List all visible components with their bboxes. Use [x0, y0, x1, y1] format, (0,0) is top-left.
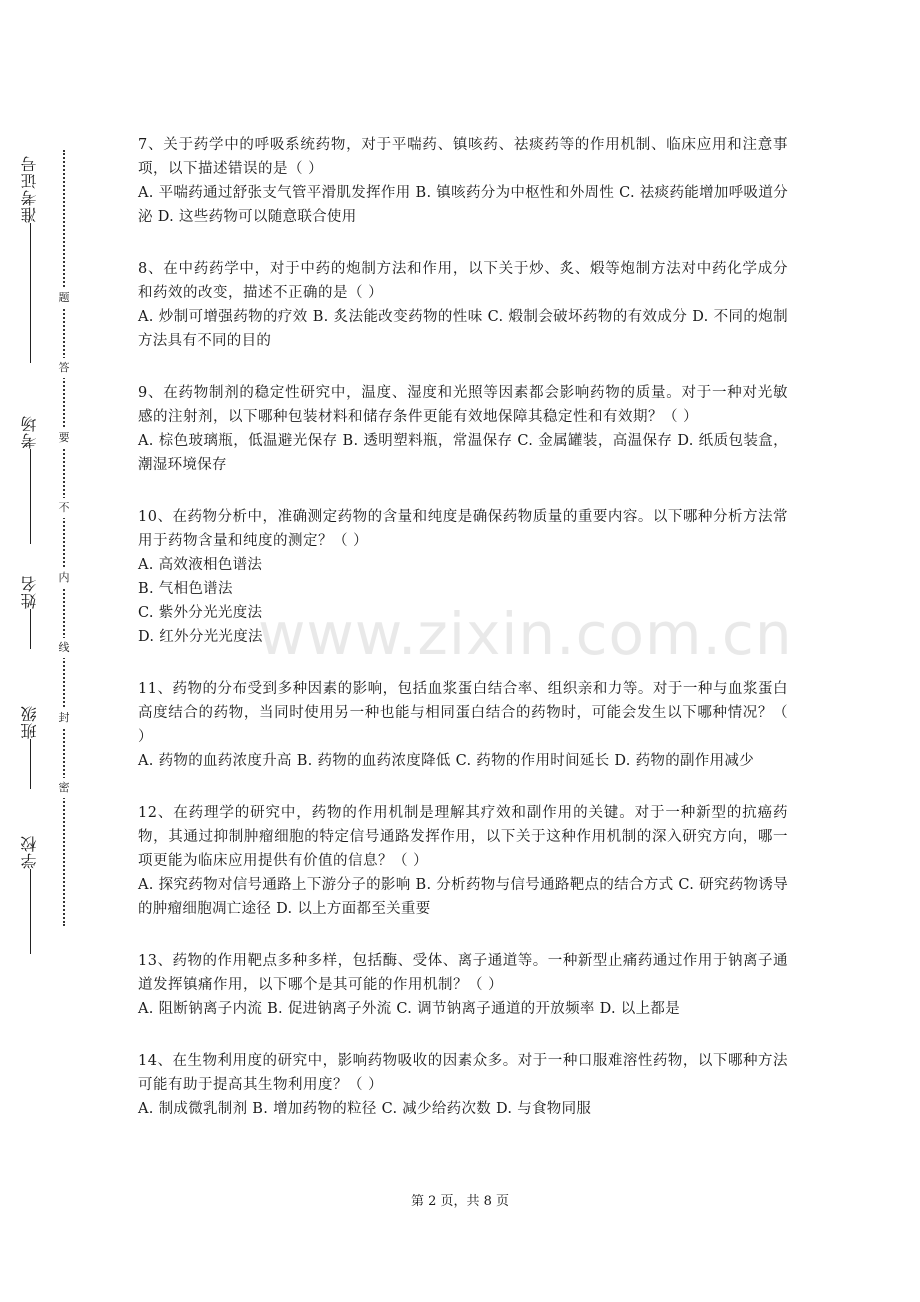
question-stem: 13、药物的作用靶点多种多样，包括酶、受体、离子通道等。一种新型止痛药通过作用于钠离子通道发挥镇痛作用，以下哪个是其可能的作用机制？（ ）	[138, 953, 788, 993]
candidate-number-field	[20, 155, 40, 365]
name-label: 姓名	[20, 575, 39, 609]
class-field	[20, 705, 40, 791]
question-options: A. 平喘药通过舒张支气管平滑肌发挥作用 B. 镇咳药分为中枢性和外周性 C. 祛痰药能增加呼吸道分泌 D. 这些药物可以随意联合使用	[138, 185, 788, 225]
question-options: A. 制成微乳制剂 B. 增加药物的粒径 C. 减少给药次数 D. 与食物同服	[138, 1101, 592, 1117]
candidate-number-blank[interactable]	[29, 223, 31, 363]
question-14	[138, 1049, 788, 1121]
question-options: A. 炒制可增强药物的疗效 B. 炙法能改变药物的性味 C. 煅制会破坏药物的有效成分 D. 不同的炮制方法具有不同的目的	[138, 309, 788, 349]
question-11	[138, 677, 788, 773]
exam-room-field	[20, 415, 40, 546]
question-10	[138, 505, 788, 649]
question-options: A. 阻断钠离子内流 B. 促进钠离子外流 C. 调节钠离子通道的开放频率 D. 以上都是	[138, 1001, 681, 1017]
exam-room-label: 考场	[20, 415, 39, 449]
question-stem: 9、在药物制剂的稳定性研究中，温度、湿度和光照等因素都会影响药物的质量。对于一种对光敏感的注射剂，以下哪种包装材料和储存条件更能有效地保障其稳定性和有效期？（ ）	[138, 385, 788, 425]
watermark: www.zixin.com.cn	[258, 600, 793, 668]
option-b: B. 气相色谱法	[138, 581, 233, 597]
question-stem: 14、在生物利用度的研究中，影响药物吸收的因素众多。对于一种口服难溶性药物，以下哪种方法可能有助于提高其生物利用度？（ ）	[138, 1053, 788, 1093]
school-label: 学校	[20, 835, 39, 869]
option-a: A. 高效液相色谱法	[138, 557, 263, 573]
seal-char: 线	[58, 638, 70, 658]
candidate-number-label: 准考证号	[20, 155, 39, 223]
seal-char: 要	[58, 428, 70, 448]
question-8	[138, 257, 788, 353]
seal-char: 不	[58, 498, 70, 518]
question-options: A. 探究药物对信号通路上下游分子的影响 B. 分析药物与信号通路靶点的结合方式 C. 研究药物诱导的肿瘤细胞凋亡途径 D. 以上方面都至关重要	[138, 877, 788, 917]
question-9	[138, 381, 788, 477]
school-field	[20, 835, 40, 956]
class-blank[interactable]	[29, 739, 31, 789]
question-stem: 10、在药物分析中，准确测定药物的含量和纯度是确保药物质量的重要内容。以下哪种分析方法常用于药物含量和纯度的测定？（ ）	[138, 509, 788, 549]
question-options: A. 药物的血药浓度升高 B. 药物的血药浓度降低 C. 药物的作用时间延长 D. 药物的副作用减少	[138, 753, 755, 769]
question-13	[138, 949, 788, 1021]
question-stem: 8、在中药药学中，对于中药的炮制方法和作用，以下关于炒、炙、煅等炮制方法对中药化学成分和药效的改变，描述不正确的是（ ）	[138, 261, 788, 301]
option-c: C. 紫外分光光度法	[138, 605, 263, 621]
exam-room-blank[interactable]	[29, 449, 31, 544]
question-options: A. 棕色玻璃瓶，低温避光保存 B. 透明塑料瓶，常温保存 C. 金属罐装，高温保存 D. 纸质包装盒，潮湿环境保存	[138, 433, 788, 473]
name-blank[interactable]	[29, 609, 31, 649]
seal-char: 封	[58, 708, 70, 728]
question-stem: 11、药物的分布受到多种因素的影响，包括血浆蛋白结合率、组织亲和力等。对于一种与血浆蛋白高度结合的药物，当同时使用另一种也能与相同蛋白结合的药物时，可能会发生以下哪种情况？（ ）	[138, 681, 788, 745]
question-stem: 7、关于药学中的呼吸系统药物，对于平喘药、镇咳药、祛痰药等的作用机制、临床应用和注意事项，以下描述错误的是（ ）	[138, 137, 788, 177]
class-label: 班级	[20, 705, 39, 739]
question-12	[138, 801, 788, 921]
seal-char: 题	[58, 288, 70, 308]
seal-char: 密	[58, 778, 70, 798]
option-d: D. 红外分光光度法	[138, 629, 263, 645]
seal-char: 内	[58, 568, 70, 588]
seal-dotted-line	[63, 150, 65, 926]
question-7	[138, 133, 788, 229]
seal-char: 答	[58, 358, 70, 378]
question-stem: 12、在药理学的研究中，药物的作用机制是理解其疗效和副作用的关键。对于一种新型的抗癌药物，其通过抑制肿瘤细胞的特定信号通路发挥作用，以下关于这种作用机制的深入研究方向，哪一项更能为临床应用提供有价值的信息？（ ）	[138, 805, 788, 869]
school-blank[interactable]	[29, 869, 31, 954]
page-number: 第 2 页，共 8 页	[410, 1194, 510, 1209]
binding-margin	[0, 0, 110, 1302]
question-list	[138, 133, 788, 1149]
name-field	[20, 575, 40, 651]
